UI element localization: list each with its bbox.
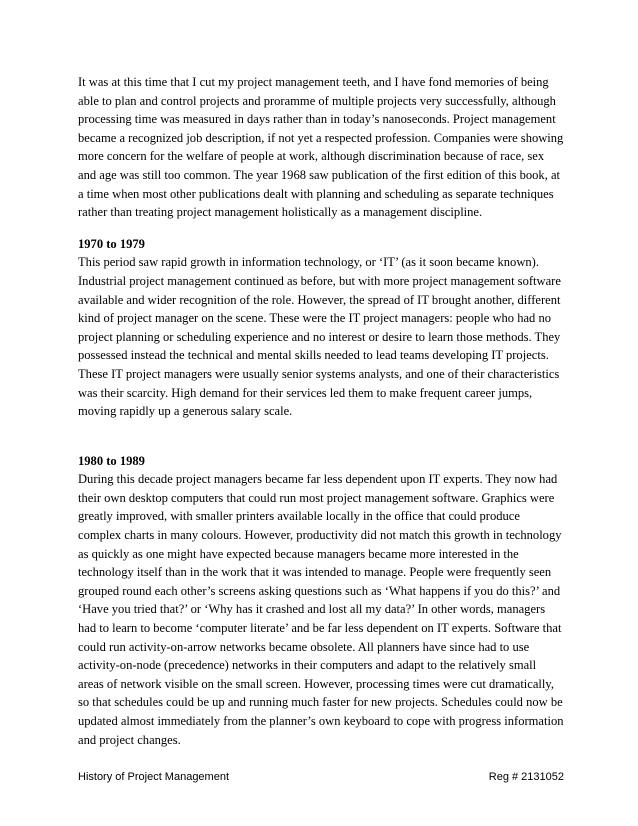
section-body: This period saw rapid growth in information technology, or ‘IT’ (as it soon became known). Industrial project management continued as before, but with more project management software available and wider recognition of the role. However, the spread of IT brought another, different kind of project manager on the scene. These were the IT project managers: people who had no project planning or scheduling experience and no interest or desire to learn those methods. They possessed instead the technical and mental skills needed to lead teams developing IT projects. These IT project managers were usually senior systems analysts, and one of their characteristics was their scarcity. High demand for their services led them to make frequent career jumps, moving rapidly up a generous salary scale. bbox=[78, 255, 561, 419]
page-footer bbox=[78, 770, 564, 784]
spacer bbox=[78, 421, 564, 452]
section-heading: 1980 to 1989 bbox=[78, 453, 145, 468]
section-body: During this decade project managers became far less dependent upon IT experts. They now had their own desktop computers that could run most project management software. Graphics were greatly improved, with smaller printers available locally in the office that could produce complex charts in many colours. However, productivity did not match this growth in technology as quickly as one might have expected because managers became more interested in the technology itself than in the work that it was intended to manage. People were frequently seen grouped round each other’s screens asking questions such as ‘What happens if you do this?’ and ‘Have you tried that?’ or ‘Why has it crashed and lost all my data?’ In other words, managers had to learn to become ‘computer literate’ and be far less dependent on IT experts. Software that could run activity-on-arrow networks became obsolete. All planners have since had to use activity-on-node (precedence) networks in their computers and adapt to the relatively small areas of network visible on the small screen. However, processing times were cut dramatically, so that schedules could be up and running much faster for new projects. Schedules could now be updated almost immediately from the planner’s own keyboard to cope with progress information and project changes. bbox=[78, 472, 564, 747]
footer-title: History of Project Management bbox=[78, 771, 230, 783]
section-heading: 1970 to 1979 bbox=[78, 236, 145, 251]
intro-paragraph: It was at this time that I cut my project management teeth, and I have fond memories of being able to plan and control projects and proramme of multiple projects very successfully, although processing time was measured in days rather than in today’s nanoseconds. Project management became a recognized job description, if not yet a respected profession. Companies were showing more concern for the welfare of people at work, although discrimination because of race, sex and age was still too common. The year 1968 saw publication of the first edition of this book, at a time when most other publications dealt with planning and scheduling as separate techniques rather than treating project management holistically as a management discipline. bbox=[78, 75, 564, 220]
page-body bbox=[78, 73, 564, 749]
section-1980s bbox=[78, 452, 564, 750]
spacer bbox=[78, 222, 564, 235]
footer-reg-number: Reg # 2131052 bbox=[488, 771, 564, 783]
section-1970s bbox=[78, 235, 564, 421]
